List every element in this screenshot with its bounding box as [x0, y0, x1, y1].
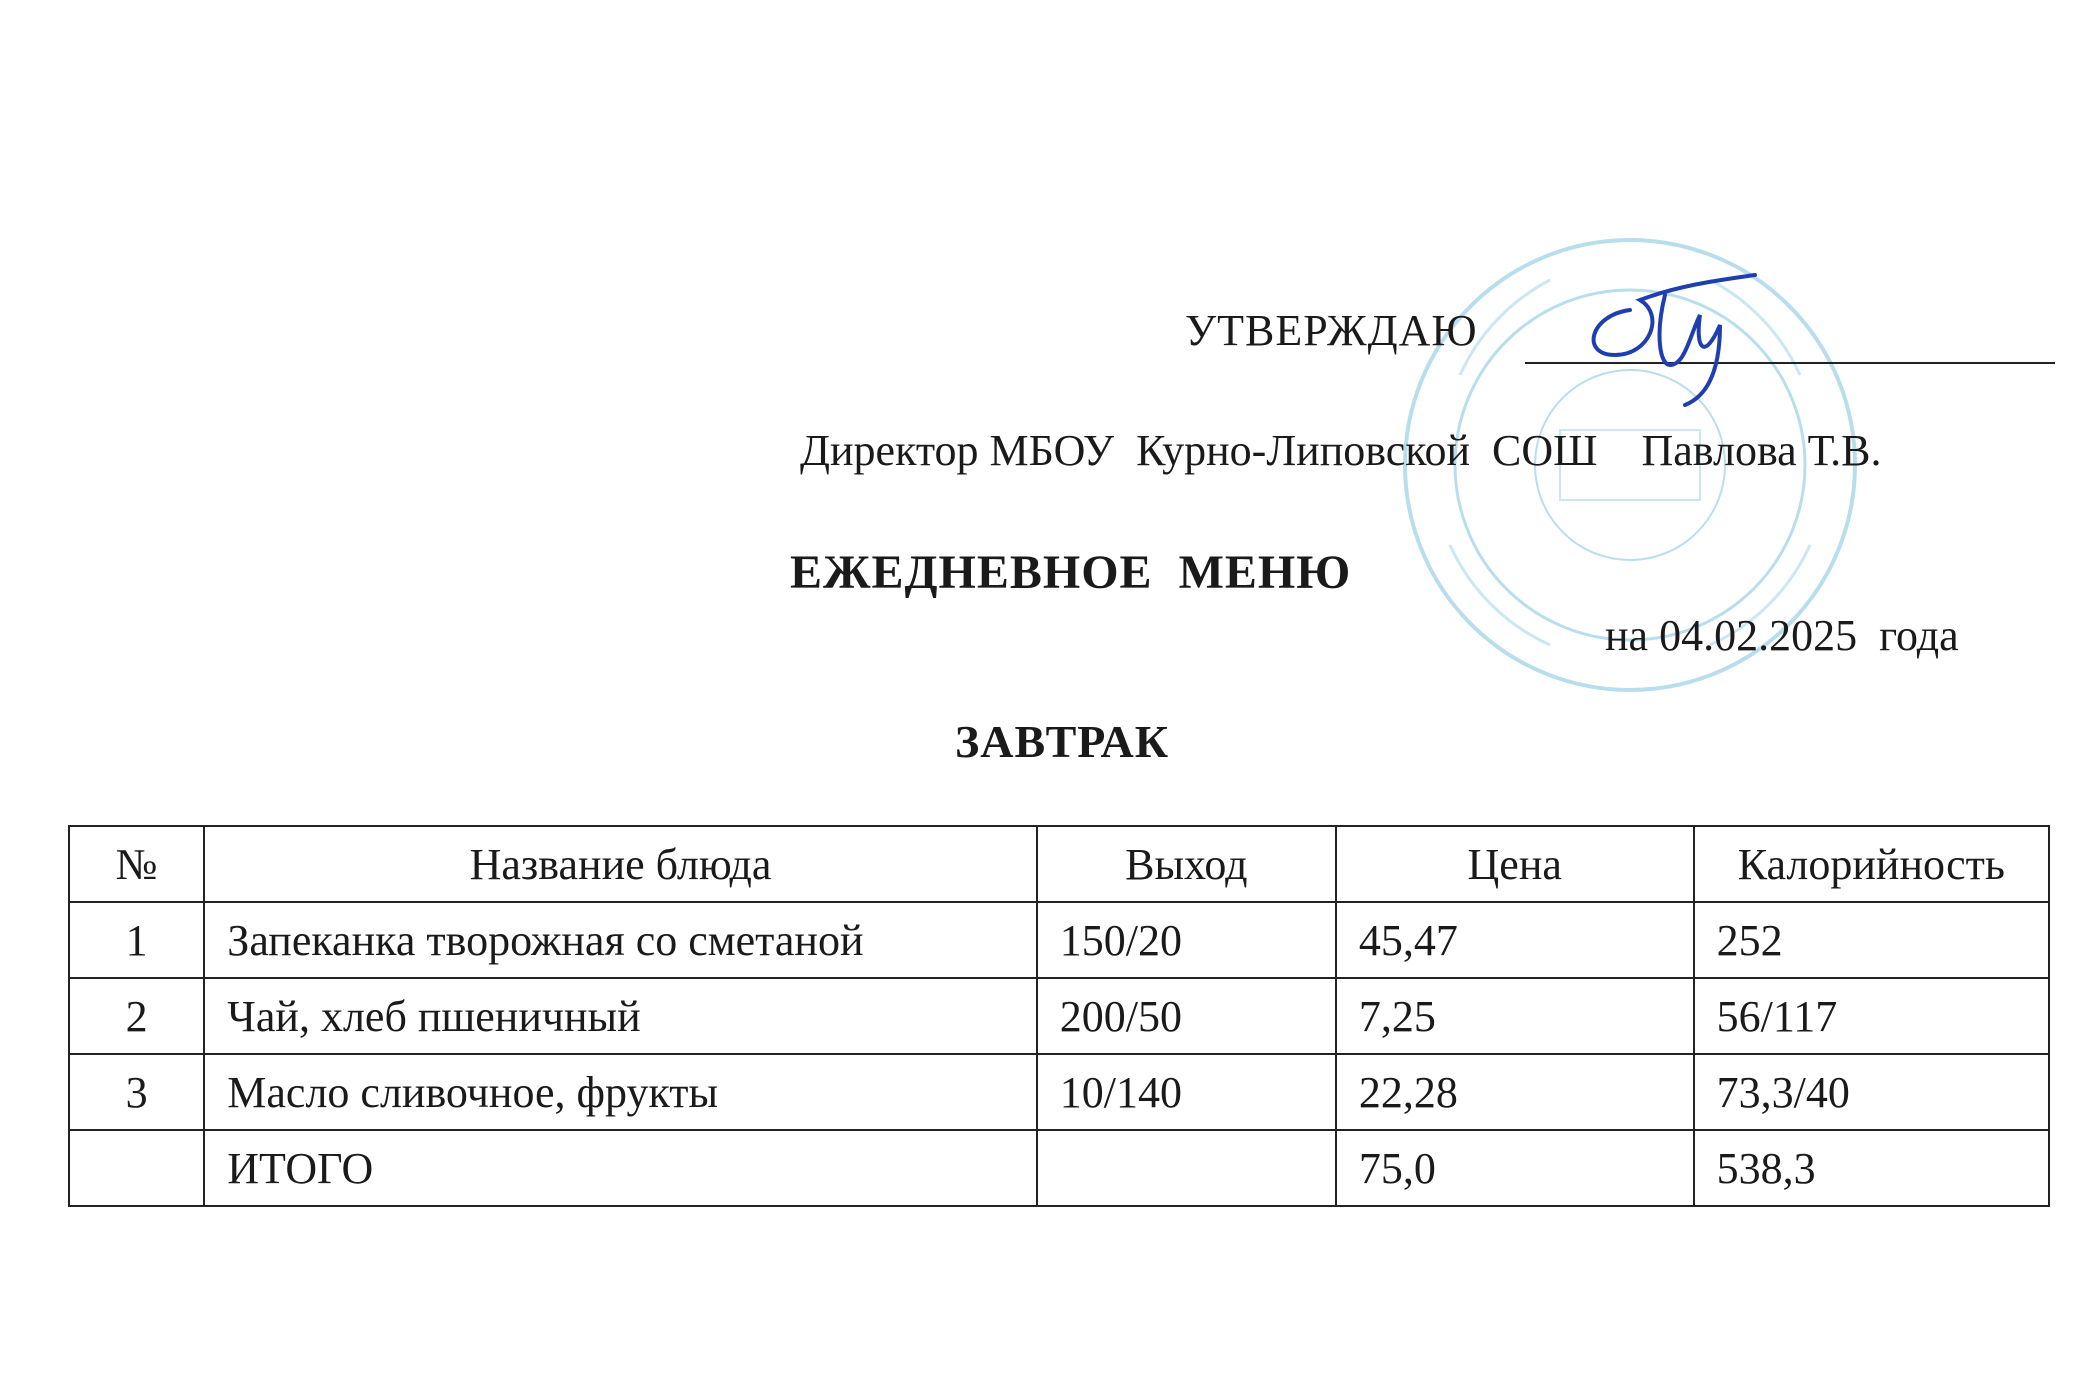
header-number: № — [69, 826, 204, 902]
dish-calories: 56/117 — [1694, 978, 2049, 1054]
document-title: ЕЖЕДНЕВНОЕ МЕНЮ — [790, 546, 1352, 599]
dish-name: Масло сливочное, фрукты — [204, 1054, 1037, 1130]
dish-calories: 73,3/40 — [1694, 1054, 2049, 1130]
row-number: 2 — [69, 978, 204, 1054]
dish-price: 45,47 — [1336, 902, 1694, 978]
dish-price: 7,25 — [1336, 978, 1694, 1054]
menu-table — [68, 825, 2050, 1207]
row-number: 1 — [69, 902, 204, 978]
table-header-row — [69, 826, 2049, 902]
dish-calories: 252 — [1694, 902, 2049, 978]
total-calories: 538,3 — [1694, 1130, 2049, 1206]
dish-output: 150/20 — [1037, 902, 1336, 978]
dish-price: 22,28 — [1336, 1054, 1694, 1130]
total-output-cell — [1037, 1130, 1336, 1206]
row-number: 3 — [69, 1054, 204, 1130]
dish-output: 10/140 — [1037, 1054, 1336, 1130]
header-price: Цена — [1336, 826, 1694, 902]
table-row — [69, 1054, 2049, 1130]
header-calories: Калорийность — [1694, 826, 2049, 902]
header-dish-name: Название блюда — [204, 826, 1037, 902]
director-line: Директор МБОУ Курно-Липовской СОШ Павлова Т.В. — [800, 426, 1882, 475]
total-label: ИТОГО — [204, 1130, 1037, 1206]
approve-label: УТВЕРЖДАЮ — [1185, 306, 1478, 355]
meal-title: ЗАВТРАК — [955, 716, 1170, 767]
table-row — [69, 902, 2049, 978]
menu-date: на 04.02.2025 года — [1605, 611, 1959, 660]
total-row — [69, 1130, 2049, 1206]
dish-name: Запеканка творожная со сметаной — [204, 902, 1037, 978]
header-output: Выход — [1037, 826, 1336, 902]
dish-name: Чай, хлеб пшеничный — [204, 978, 1037, 1054]
total-number-cell — [69, 1130, 204, 1206]
table-row — [69, 978, 2049, 1054]
dish-output: 200/50 — [1037, 978, 1336, 1054]
total-price: 75,0 — [1336, 1130, 1694, 1206]
signature-icon — [1570, 255, 1770, 415]
